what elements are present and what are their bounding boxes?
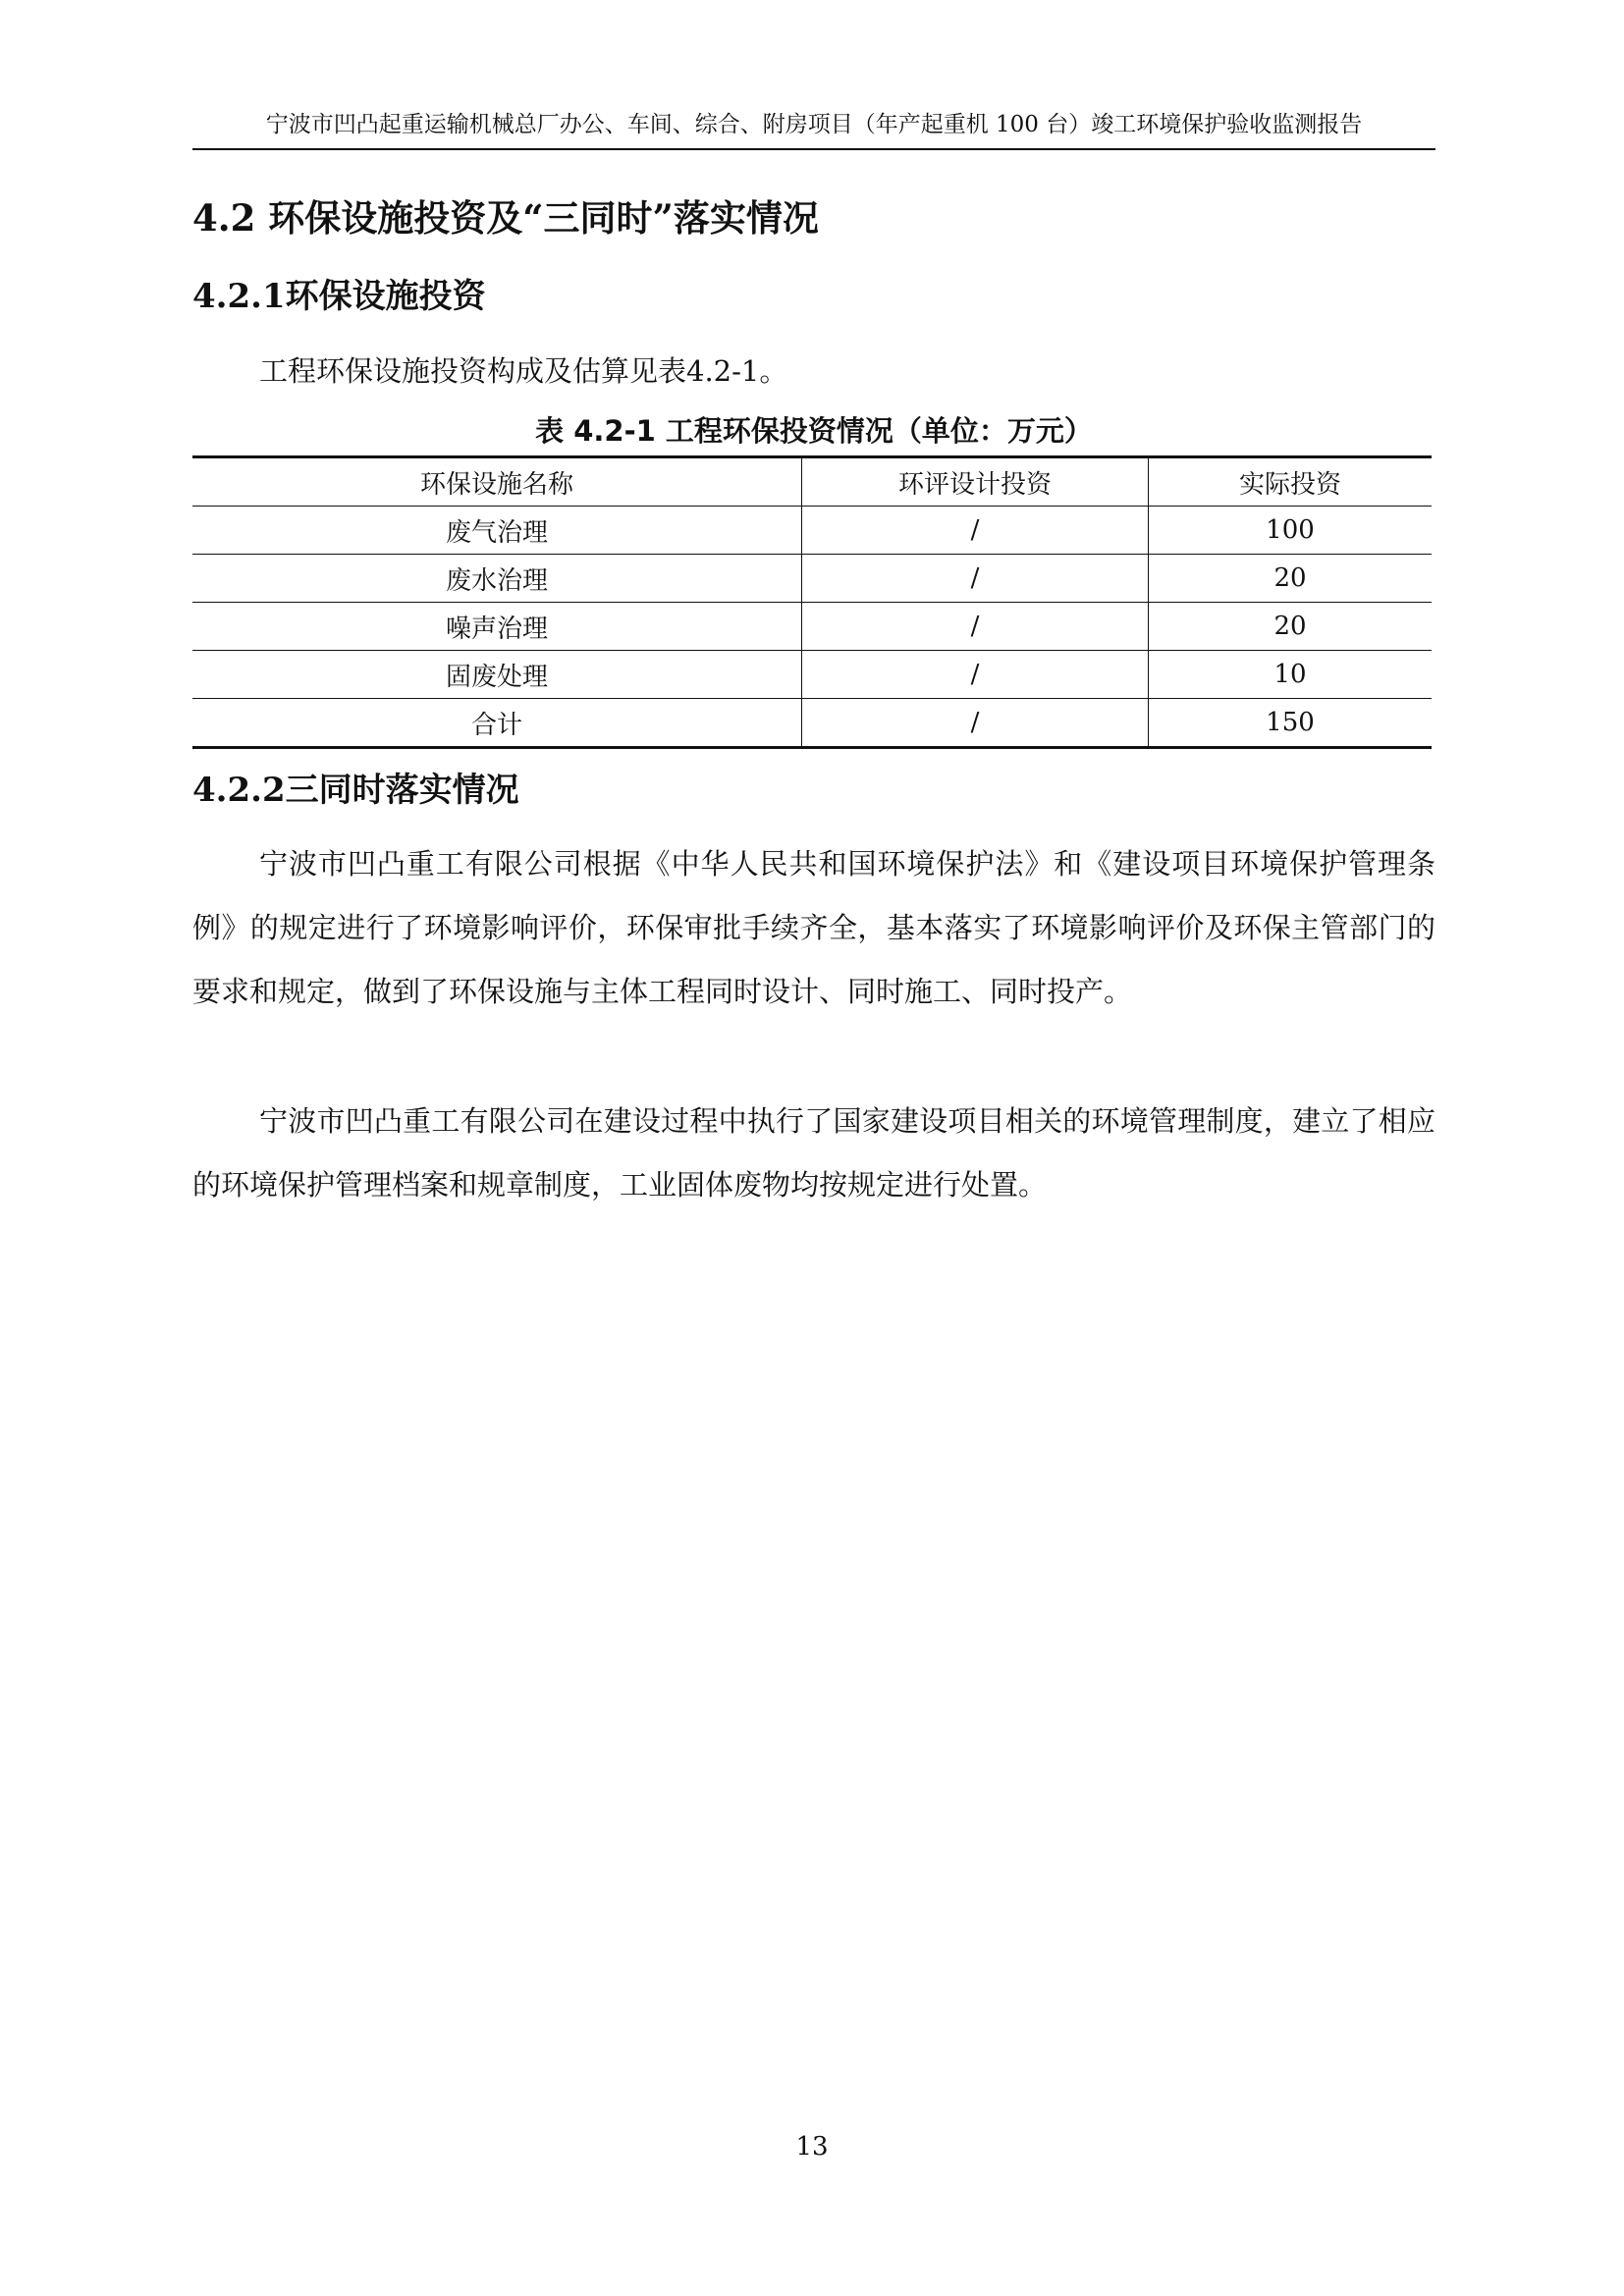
section-title: 4.2 环保设施投资及“三同时”落实情况 xyxy=(192,196,819,240)
page-number: 13 xyxy=(795,2132,829,2162)
total-label-cell: 合计 xyxy=(192,699,802,748)
column-header-actual-investment: 实际投资 xyxy=(1149,457,1433,507)
subsection-title-three-simultaneities: 4.2.2三同时落实情况 xyxy=(192,771,519,810)
running-header: 宁波市凹凸起重运输机械总厂办公、车间、综合、附房项目（年产起重机 100 台）竣工环境保护验收监测报告 xyxy=(265,112,1363,137)
actual-investment-total-cell: 150 xyxy=(1149,699,1433,748)
table-row xyxy=(192,555,1432,603)
table-row xyxy=(192,507,1432,555)
planned-investment-total-cell: / xyxy=(802,699,1149,748)
table-row xyxy=(192,603,1432,651)
planned-investment-cell: / xyxy=(802,555,1149,603)
planned-investment-cell: / xyxy=(802,603,1149,651)
table-caption: 表 4.2-1 工程环保投资情况（单位：万元） xyxy=(535,414,1093,448)
table-total-row xyxy=(192,699,1432,748)
facility-cell: 废气治理 xyxy=(192,507,802,555)
facility-cell: 固废处理 xyxy=(192,651,802,699)
table-row xyxy=(192,651,1432,699)
column-header-planned-investment: 环评设计投资 xyxy=(802,457,1149,507)
actual-investment-cell: 20 xyxy=(1149,555,1433,603)
facility-cell: 废水治理 xyxy=(192,555,802,603)
actual-investment-cell: 100 xyxy=(1149,507,1433,555)
body-paragraph: 宁波市凹凸重工有限公司根据《中华人民共和国环境保护法》和《建设项目环境保护管理条例》的规定进行了环境影响评价，环保审批手续齐全，基本落实了环境影响评价及环保主管部门的要求和规定，做到了环保设施与主体工程同时设计、同时施工、同时投产。 xyxy=(192,847,1435,1008)
intro-paragraph: 工程环保设施投资构成及估算见表4.2-1。 xyxy=(259,354,788,388)
actual-investment-cell: 10 xyxy=(1149,651,1433,699)
subsection-title-investment: 4.2.1环保设施投资 xyxy=(192,277,486,316)
header-divider xyxy=(192,148,1435,150)
facility-cell: 噪声治理 xyxy=(192,603,802,651)
planned-investment-cell: / xyxy=(802,651,1149,699)
column-header-facility: 环保设施名称 xyxy=(192,457,802,507)
planned-investment-cell: / xyxy=(802,507,1149,555)
table-header-row xyxy=(192,457,1432,507)
actual-investment-cell: 20 xyxy=(1149,603,1433,651)
investment-table xyxy=(192,455,1432,749)
body-paragraph: 宁波市凹凸重工有限公司在建设过程中执行了国家建设项目相关的环境管理制度，建立了相应的环境保护管理档案和规章制度，工业固体废物均按规定进行处置。 xyxy=(192,1104,1435,1201)
